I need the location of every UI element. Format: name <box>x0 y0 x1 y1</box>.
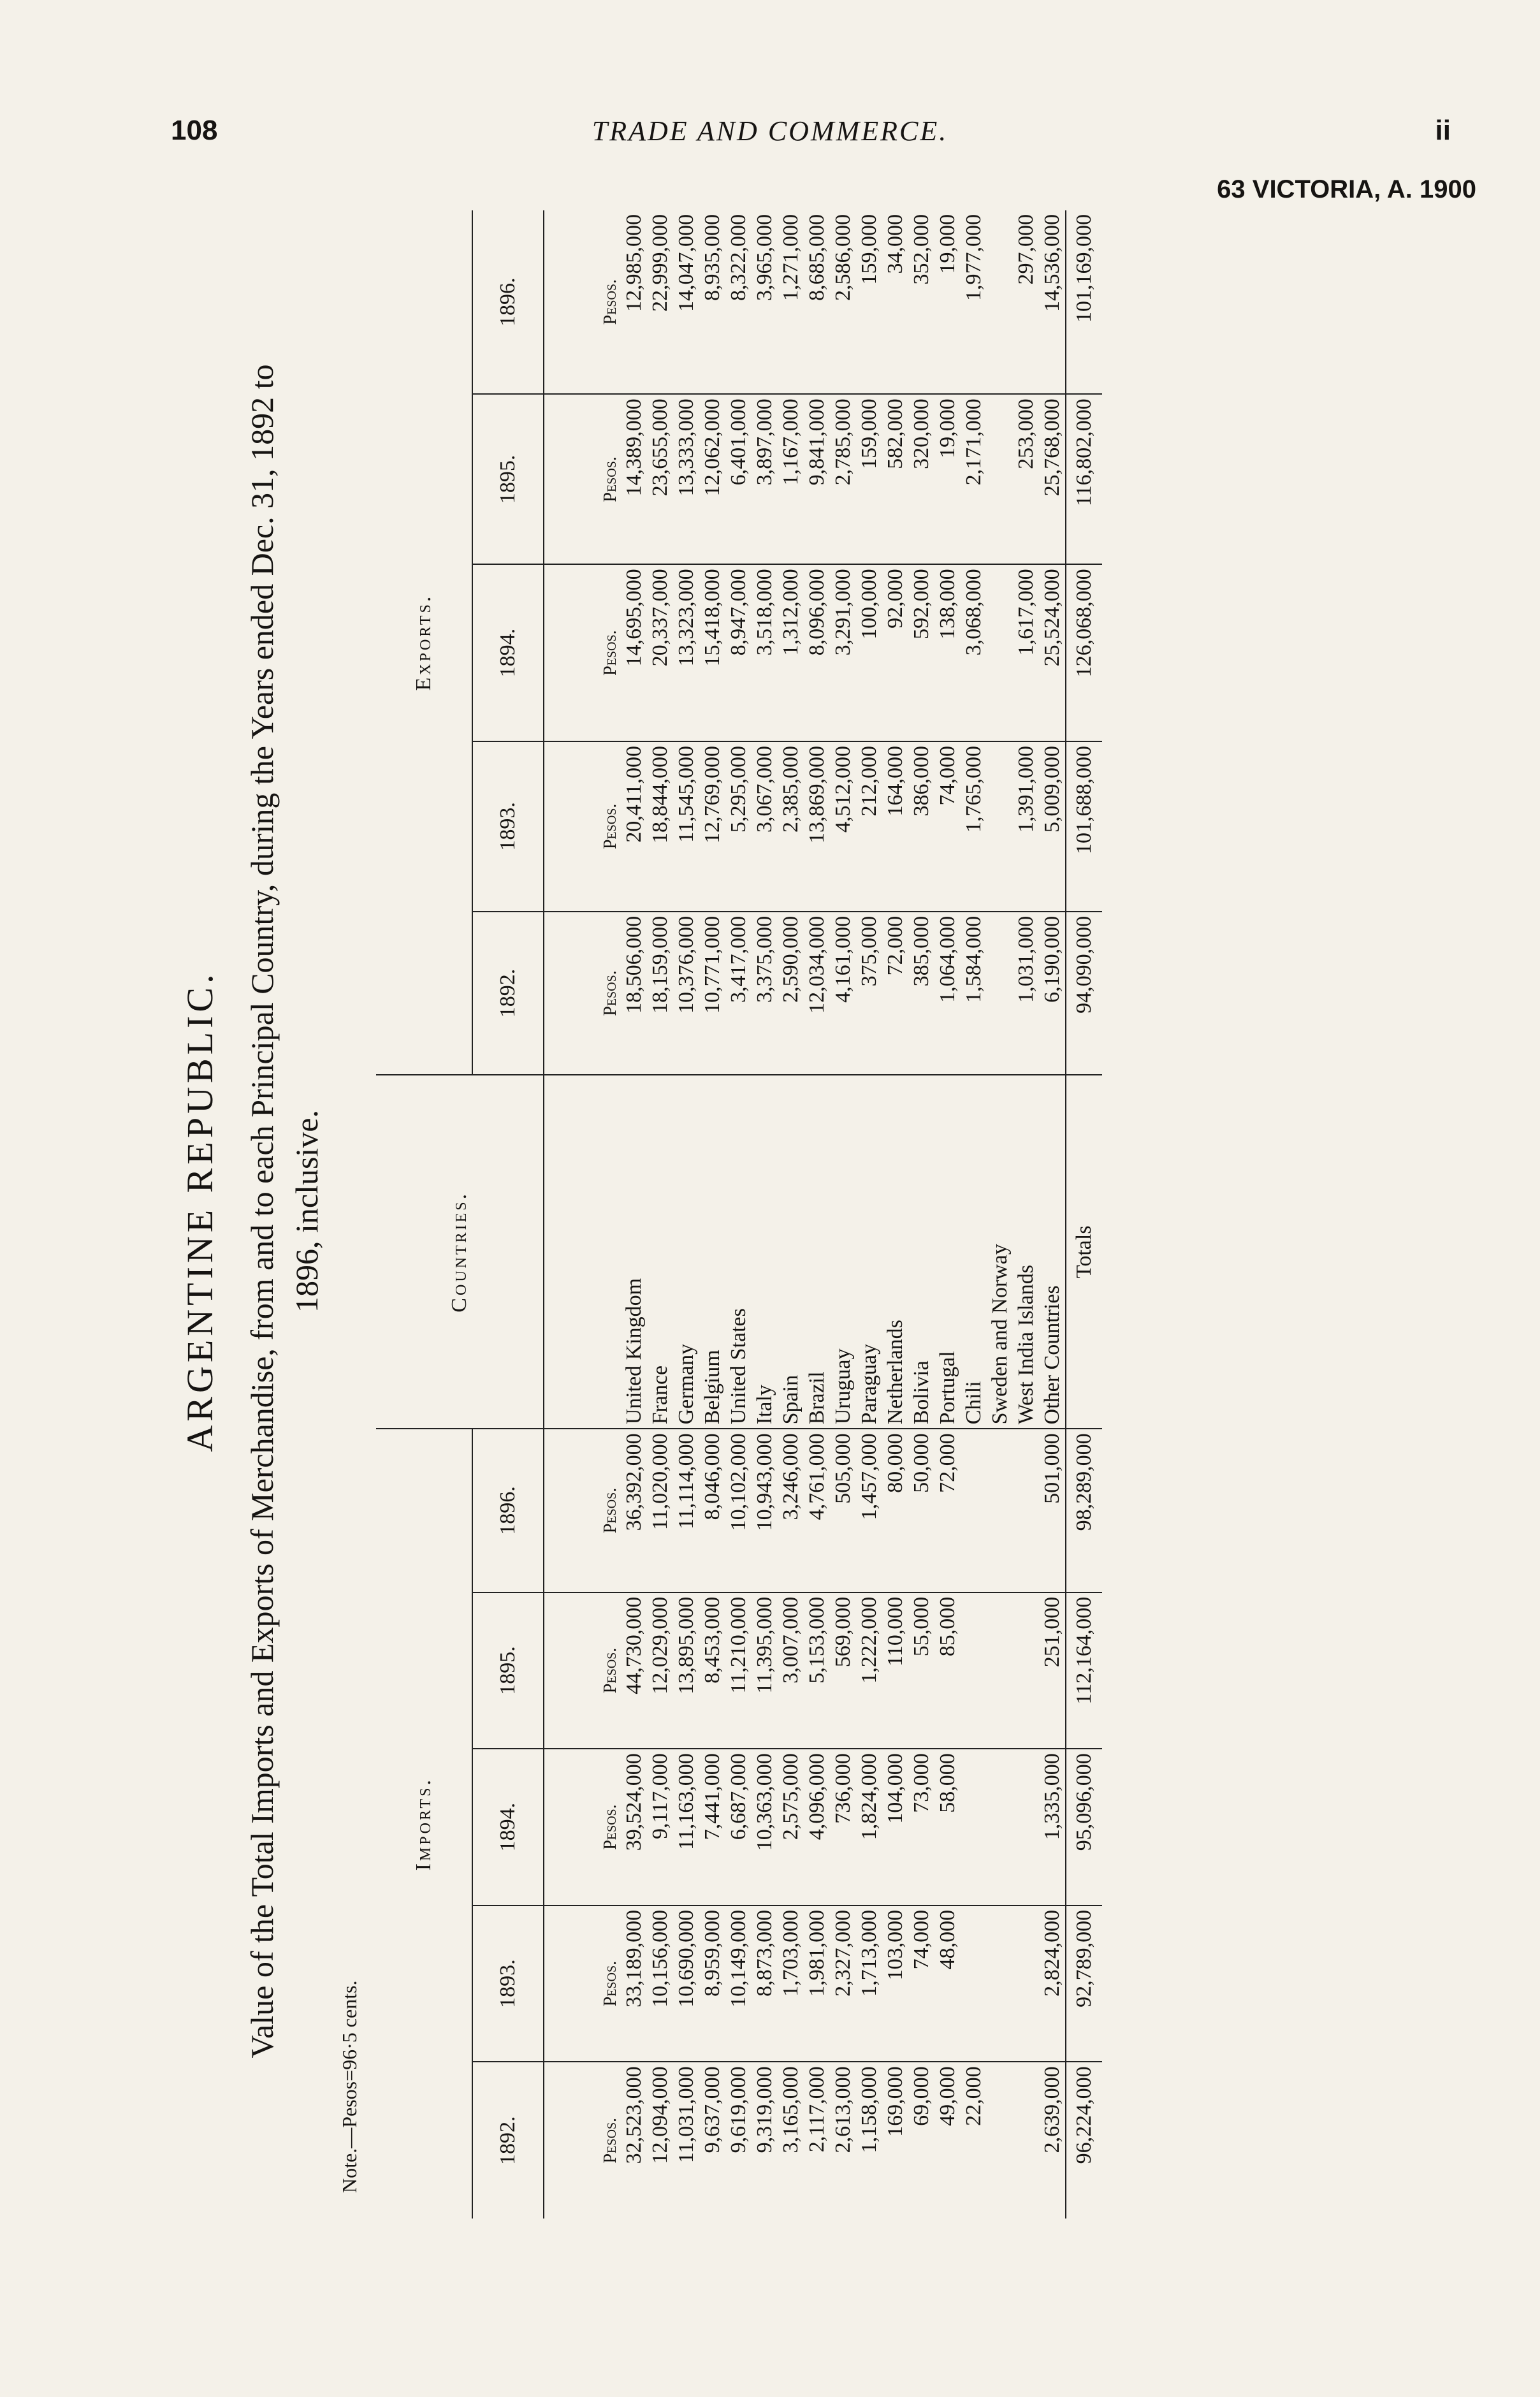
table-row <box>934 210 961 2218</box>
export-value-cell: 2,171,000 <box>961 394 987 564</box>
import-value-cell: 6,687,000 <box>725 1749 752 1905</box>
table-body <box>621 210 1066 2218</box>
import-value-cell <box>961 1592 987 1749</box>
export-value-cell: 13,323,000 <box>673 564 699 741</box>
import-value-cell: 9,619,000 <box>725 2062 752 2218</box>
country-cell: Bolivia <box>908 1075 934 1429</box>
export-value-cell: 1,312,000 <box>778 564 804 741</box>
import-value-cell: 1,222,000 <box>856 1592 882 1749</box>
import-value-cell: 11,114,000 <box>673 1429 699 1592</box>
import-value-cell: 2,117,000 <box>804 2062 830 2218</box>
export-value-cell: 18,844,000 <box>647 741 673 912</box>
total-cell: 94,090,000 <box>1066 912 1102 1075</box>
country-cell: United Kingdom <box>621 1075 647 1429</box>
imports-header: Imports. <box>376 1429 472 2218</box>
export-value-cell: 1,031,000 <box>1013 912 1039 1075</box>
table-row <box>1013 210 1039 2218</box>
import-value-cell: 11,163,000 <box>673 1749 699 1905</box>
session-label: 63 VICTORIA, A. 1900 <box>1217 175 1476 203</box>
import-value-cell: 2,327,000 <box>830 1905 856 2062</box>
import-value-cell: 12,094,000 <box>647 2062 673 2218</box>
export-value-cell: 12,034,000 <box>804 912 830 1075</box>
import-value-cell: 5,153,000 <box>804 1592 830 1749</box>
export-value-cell: 13,333,000 <box>673 394 699 564</box>
export-value-cell: 3,375,000 <box>752 912 778 1075</box>
import-value-cell: 49,000 <box>934 2062 961 2218</box>
export-value-cell: 6,401,000 <box>725 394 752 564</box>
total-cell: 92,789,000 <box>1066 1905 1102 2062</box>
import-value-cell: 3,165,000 <box>778 2062 804 2218</box>
export-value-cell: 5,295,000 <box>725 741 752 912</box>
import-value-cell: 10,156,000 <box>647 1905 673 2062</box>
export-value-cell: 14,389,000 <box>621 394 647 564</box>
import-value-cell: 11,210,000 <box>725 1592 752 1749</box>
country-cell: Uruguay <box>830 1075 856 1429</box>
import-value-cell: 85,000 <box>934 1592 961 1749</box>
import-value-cell: 2,824,000 <box>1039 1905 1066 2062</box>
import-value-cell <box>1013 2062 1039 2218</box>
import-value-cell: 1,703,000 <box>778 1905 804 2062</box>
export-value-cell: 74,000 <box>934 741 961 912</box>
year-header: 1892. <box>472 912 544 1075</box>
export-value-cell: 6,190,000 <box>1039 912 1066 1075</box>
export-value-cell: 3,067,000 <box>752 741 778 912</box>
import-value-cell: 104,000 <box>882 1749 908 1905</box>
export-value-cell: 100,000 <box>856 564 882 741</box>
exports-header: Exports. <box>376 210 472 1075</box>
total-cell: 96,224,000 <box>1066 2062 1102 2218</box>
import-value-cell: 32,523,000 <box>621 2062 647 2218</box>
export-value-cell: 3,965,000 <box>753 214 776 301</box>
table-row <box>752 210 778 2218</box>
total-cell: 98,289,000 <box>1066 1429 1102 1592</box>
export-value-cell: 4,512,000 <box>830 741 856 912</box>
export-value-cell: 164,000 <box>882 741 908 912</box>
unit-label: Pesos. <box>544 564 621 741</box>
import-value-cell: 4,096,000 <box>804 1749 830 1905</box>
unit-label: Pesos. <box>544 2062 621 2218</box>
import-value-cell: 50,000 <box>908 1429 934 1592</box>
import-value-cell: 22,000 <box>961 2062 987 2218</box>
country-cell: United States <box>725 1075 752 1429</box>
country-cell: Sweden and Norway <box>987 1075 1013 1429</box>
year-header: 1894. <box>472 564 544 741</box>
year-header: 1896. <box>472 1429 544 1592</box>
trade-table <box>376 210 1102 2218</box>
export-value-cell: 2,590,000 <box>778 912 804 1075</box>
import-value-cell: 8,959,000 <box>699 1905 725 2062</box>
running-title: TRADE AND COMMERCE. <box>592 115 948 147</box>
import-value-cell: 9,637,000 <box>699 2062 725 2218</box>
export-value-cell <box>987 210 1013 394</box>
import-value-cell: 501,000 <box>1039 1429 1066 1592</box>
year-header: 1894. <box>472 1749 544 1905</box>
export-value-cell: 12,769,000 <box>699 741 725 912</box>
export-value-cell: 8,935,000 <box>701 214 724 301</box>
import-value-cell: 8,873,000 <box>752 1905 778 2062</box>
import-value-cell <box>987 1749 1013 1905</box>
unit-label: Pesos. <box>544 1905 621 2062</box>
unit-label: Pesos. <box>544 1429 621 1592</box>
import-value-cell: 1,713,000 <box>856 1905 882 2062</box>
import-value-cell: 13,895,000 <box>673 1592 699 1749</box>
export-value-cell: 253,000 <box>1013 394 1039 564</box>
year-header: 1895. <box>472 394 544 564</box>
export-value-cell: 18,506,000 <box>621 912 647 1075</box>
export-value-cell: 8,947,000 <box>725 564 752 741</box>
import-value-cell <box>961 1749 987 1905</box>
export-value-cell: 10,376,000 <box>673 912 699 1075</box>
table-row <box>621 210 647 2218</box>
import-value-cell <box>987 2062 1013 2218</box>
import-value-cell: 10,363,000 <box>752 1749 778 1905</box>
import-value-cell: 11,020,000 <box>647 1429 673 1592</box>
export-value-cell: 25,524,000 <box>1039 564 1066 741</box>
export-value-cell: 1,271,000 <box>779 214 803 301</box>
export-value-cell: 2,385,000 <box>778 741 804 912</box>
document-title: ARGENTINE REPUBLIC. <box>179 970 221 1452</box>
import-value-cell: 10,149,000 <box>725 1905 752 2062</box>
unit-label: Pesos. <box>544 394 621 564</box>
unit-label: Pesos. <box>600 279 620 325</box>
export-value-cell: 14,536,000 <box>1040 214 1064 312</box>
total-cell: 112,164,000 <box>1066 1592 1102 1749</box>
export-value-cell: 25,768,000 <box>1039 394 1066 564</box>
import-value-cell: 1,824,000 <box>856 1749 882 1905</box>
import-value-cell <box>1013 1905 1039 2062</box>
table-row <box>778 210 804 2218</box>
unit-label: Pesos. <box>544 1592 621 1749</box>
import-value-cell: 8,046,000 <box>699 1429 725 1592</box>
country-cell: West India Islands <box>1013 1075 1039 1429</box>
country-cell: Paraguay <box>856 1075 882 1429</box>
description-line-2: 1896, inclusive. <box>289 1109 324 1313</box>
export-value-cell: 3,068,000 <box>961 564 987 741</box>
export-value-cell: 3,897,000 <box>752 394 778 564</box>
export-value-cell: 592,000 <box>908 564 934 741</box>
import-value-cell: 103,000 <box>882 1905 908 2062</box>
country-cell: Italy <box>752 1075 778 1429</box>
export-value-cell: 13,869,000 <box>804 741 830 912</box>
section-mark: ii <box>1435 115 1451 146</box>
export-value-cell: 4,161,000 <box>830 912 856 1075</box>
export-value-cell: 3,291,000 <box>830 564 856 741</box>
table-row <box>961 210 987 2218</box>
import-value-cell: 736,000 <box>830 1749 856 1905</box>
export-value-cell: 1,391,000 <box>1013 741 1039 912</box>
export-value-cell <box>987 394 1013 564</box>
table-row <box>673 210 699 2218</box>
import-value-cell: 72,000 <box>934 1429 961 1592</box>
export-value-cell: 10,771,000 <box>699 912 725 1075</box>
export-value-cell <box>987 564 1013 741</box>
table-row <box>804 210 830 2218</box>
total-cell: 116,802,000 <box>1066 394 1102 564</box>
export-value-cell: 92,000 <box>882 564 908 741</box>
import-value-cell: 10,690,000 <box>673 1905 699 2062</box>
import-value-cell <box>961 1429 987 1592</box>
country-cell: Belgium <box>699 1075 725 1429</box>
import-value-cell: 9,117,000 <box>647 1749 673 1905</box>
export-value-cell: 34,000 <box>883 214 907 274</box>
import-value-cell <box>987 1905 1013 2062</box>
import-value-cell: 48,000 <box>934 1905 961 2062</box>
export-value-cell: 1,765,000 <box>961 741 987 912</box>
export-value-cell: 19,000 <box>936 214 959 274</box>
table-row <box>647 210 673 2218</box>
export-value-cell: 385,000 <box>908 912 934 1075</box>
export-value-cell: 212,000 <box>856 741 882 912</box>
country-cell: France <box>647 1075 673 1429</box>
total-cell: 95,096,000 <box>1066 1749 1102 1905</box>
import-value-cell: 7,441,000 <box>699 1749 725 1905</box>
import-value-cell: 10,943,000 <box>752 1429 778 1592</box>
import-value-cell: 505,000 <box>830 1429 856 1592</box>
countries-header: Countries. <box>376 1075 544 1429</box>
table-row <box>1039 210 1066 2218</box>
import-value-cell: 39,524,000 <box>621 1749 647 1905</box>
export-value-cell: 18,159,000 <box>647 912 673 1075</box>
import-value-cell: 3,246,000 <box>778 1429 804 1592</box>
import-value-cell: 73,000 <box>908 1749 934 1905</box>
export-value-cell: 297,000 <box>1014 214 1038 285</box>
import-value-cell: 58,000 <box>934 1749 961 1905</box>
table-row <box>856 210 882 2218</box>
unit-label: Pesos. <box>544 1749 621 1905</box>
export-value-cell: 5,009,000 <box>1039 741 1066 912</box>
import-value-cell: 74,000 <box>908 1905 934 2062</box>
export-value-cell: 1,617,000 <box>1013 564 1039 741</box>
rotated-table-page <box>172 191 1192 2231</box>
export-value-cell: 20,411,000 <box>621 741 647 912</box>
export-value-cell <box>987 741 1013 912</box>
export-value-cell: 22,999,000 <box>648 214 672 312</box>
export-value-cell: 1,064,000 <box>934 912 961 1075</box>
import-value-cell: 2,575,000 <box>778 1749 804 1905</box>
import-value-cell: 8,453,000 <box>699 1592 725 1749</box>
country-cell: Chili <box>961 1075 987 1429</box>
export-value-cell: 15,418,000 <box>699 564 725 741</box>
export-value-cell: 8,322,000 <box>727 214 750 301</box>
import-value-cell: 55,000 <box>908 1592 934 1749</box>
table-row <box>725 210 752 2218</box>
export-value-cell: 159,000 <box>857 214 881 285</box>
import-value-cell: 12,029,000 <box>647 1592 673 1749</box>
export-value-cell: 19,000 <box>934 394 961 564</box>
import-value-cell: 1,335,000 <box>1039 1749 1066 1905</box>
import-value-cell: 1,457,000 <box>856 1429 882 1592</box>
country-cell: Netherlands <box>882 1075 908 1429</box>
export-value-cell: 159,000 <box>856 394 882 564</box>
country-cell: Other Countries <box>1039 1075 1066 1429</box>
import-value-cell: 9,319,000 <box>752 2062 778 2218</box>
year-header: 1893. <box>472 741 544 912</box>
total-cell: 126,068,000 <box>1066 564 1102 741</box>
export-value-cell: 1,584,000 <box>961 912 987 1075</box>
total-cell: 101,688,000 <box>1066 741 1102 912</box>
year-header: 1895. <box>472 1592 544 1749</box>
table-row <box>908 210 934 2218</box>
export-value-cell <box>987 912 1013 1075</box>
country-cell: Portugal <box>934 1075 961 1429</box>
country-cell: Germany <box>673 1075 699 1429</box>
import-value-cell: 69,000 <box>908 2062 934 2218</box>
import-value-cell <box>987 1592 1013 1749</box>
import-value-cell: 1,981,000 <box>804 1905 830 2062</box>
export-value-cell: 9,841,000 <box>804 394 830 564</box>
export-value-cell: 352,000 <box>910 214 933 285</box>
export-value-cell: 1,977,000 <box>962 214 985 301</box>
import-value-cell: 110,000 <box>882 1592 908 1749</box>
export-value-cell: 138,000 <box>934 564 961 741</box>
export-value-cell: 72,000 <box>882 912 908 1075</box>
import-value-cell <box>961 1905 987 2062</box>
import-value-cell <box>1013 1429 1039 1592</box>
country-cell: Spain <box>778 1075 804 1429</box>
table-row <box>830 210 856 2218</box>
description-line-1: Value of the Total Imports and Exports of Merchandise, from and to each Principal Country, during the Years ended Dec. 31, 1892 to <box>244 364 280 2058</box>
import-value-cell: 80,000 <box>882 1429 908 1592</box>
export-value-cell: 3,417,000 <box>725 912 752 1075</box>
export-value-cell: 20,337,000 <box>647 564 673 741</box>
export-value-cell: 12,985,000 <box>622 214 646 312</box>
import-value-cell: 4,761,000 <box>804 1429 830 1592</box>
import-value-cell: 44,730,000 <box>621 1592 647 1749</box>
totals-label: Totals <box>1066 1075 1102 1429</box>
country-cell: Brazil <box>804 1075 830 1429</box>
export-value-cell: 582,000 <box>882 394 908 564</box>
export-value-cell: 375,000 <box>856 912 882 1075</box>
export-value-cell: 1,167,000 <box>778 394 804 564</box>
import-value-cell <box>1013 1592 1039 1749</box>
total-cell: 101,169,000 <box>1066 210 1102 394</box>
export-value-cell: 11,545,000 <box>673 741 699 912</box>
export-value-cell: 2,586,000 <box>831 214 855 301</box>
unit-label: Pesos. <box>544 741 621 912</box>
table-row <box>882 210 908 2218</box>
export-value-cell: 386,000 <box>908 741 934 912</box>
export-value-cell: 8,096,000 <box>804 564 830 741</box>
import-value-cell: 11,395,000 <box>752 1592 778 1749</box>
import-value-cell: 11,031,000 <box>673 2062 699 2218</box>
import-value-cell: 169,000 <box>882 2062 908 2218</box>
export-value-cell: 8,685,000 <box>805 214 829 301</box>
unit-label: Pesos. <box>544 912 621 1075</box>
import-value-cell: 3,007,000 <box>778 1592 804 1749</box>
year-header: 1893. <box>472 1905 544 2062</box>
export-value-cell: 14,695,000 <box>621 564 647 741</box>
table-row <box>699 210 725 2218</box>
export-value-cell: 12,062,000 <box>699 394 725 564</box>
export-value-cell: 3,518,000 <box>752 564 778 741</box>
import-value-cell: 36,392,000 <box>621 1429 647 1592</box>
import-value-cell: 569,000 <box>830 1592 856 1749</box>
page-number: 108 <box>171 115 218 146</box>
year-header: 1896. <box>472 210 544 394</box>
import-value-cell: 33,189,000 <box>621 1905 647 2062</box>
export-value-cell: 320,000 <box>908 394 934 564</box>
import-value-cell: 2,613,000 <box>830 2062 856 2218</box>
export-value-cell: 14,047,000 <box>674 214 698 312</box>
export-value-cell: 23,655,000 <box>647 394 673 564</box>
import-value-cell: 2,639,000 <box>1039 2062 1066 2218</box>
totals-row <box>1066 210 1102 2218</box>
currency-note: Note.—Pesos=96·5 cents. <box>338 1980 361 2193</box>
import-value-cell: 10,102,000 <box>725 1429 752 1592</box>
year-header: 1892. <box>472 2062 544 2218</box>
import-value-cell: 251,000 <box>1039 1592 1066 1749</box>
export-value-cell: 2,785,000 <box>830 394 856 564</box>
table-row <box>987 210 1013 2218</box>
import-value-cell <box>1013 1749 1039 1905</box>
import-value-cell <box>987 1429 1013 1592</box>
import-value-cell: 1,158,000 <box>856 2062 882 2218</box>
